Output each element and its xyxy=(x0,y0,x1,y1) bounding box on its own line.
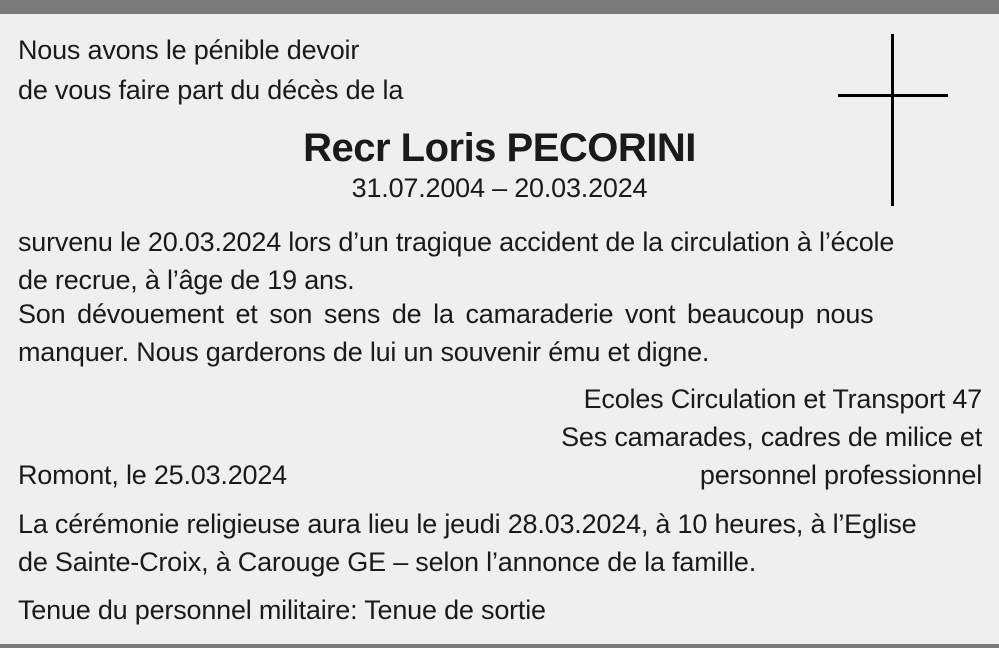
tribute-line-2: manquer. Nous garderons de lui un souvenir ému et digne. xyxy=(18,337,710,367)
bottom-border xyxy=(0,644,999,648)
circumstances-line-2: de recrue, à l’âge de 19 ans. xyxy=(18,265,355,295)
signature-line-2: Ses camarades, cadres de milice et xyxy=(561,422,982,452)
intro-text xyxy=(18,32,403,112)
signature-line-1: Ecoles Circulation et Transport 47 xyxy=(583,384,982,414)
intro-line-2: de vous faire part du décès de la xyxy=(18,75,404,105)
life-dates: 31.07.2004 – 20.03.2024 xyxy=(351,173,648,203)
ceremony-line-1: La cérémonie religieuse aura lieu le jeudi 28.03.2024, à 10 heures, à l’Eglise xyxy=(18,509,917,539)
signature-line-3: personnel professionnel xyxy=(699,460,982,490)
circumstances-text xyxy=(18,224,894,300)
ceremony-text xyxy=(18,506,917,582)
tribute-text xyxy=(18,296,873,372)
ceremony-line-2: de Sainte-Croix, à Carouge GE – selon l’annonce de la famille. xyxy=(18,547,757,577)
attire-text: Tenue du personnel militaire: Tenue de sortie xyxy=(18,595,546,625)
tribute-line-1: Son dévouement et son sens de la camaraderie vont beaucoup nous xyxy=(18,299,874,329)
signature-block xyxy=(561,381,982,495)
place-and-date: Romont, le 25.03.2024 xyxy=(18,460,287,490)
deceased-name: Recr Loris PECORINI xyxy=(303,126,696,170)
intro-line-1: Nous avons le pénible devoir xyxy=(18,35,360,65)
circumstances-line-1: survenu le 20.03.2024 lors d’un tragique accident de la circulation à l’école xyxy=(18,227,895,257)
top-border xyxy=(0,0,999,14)
